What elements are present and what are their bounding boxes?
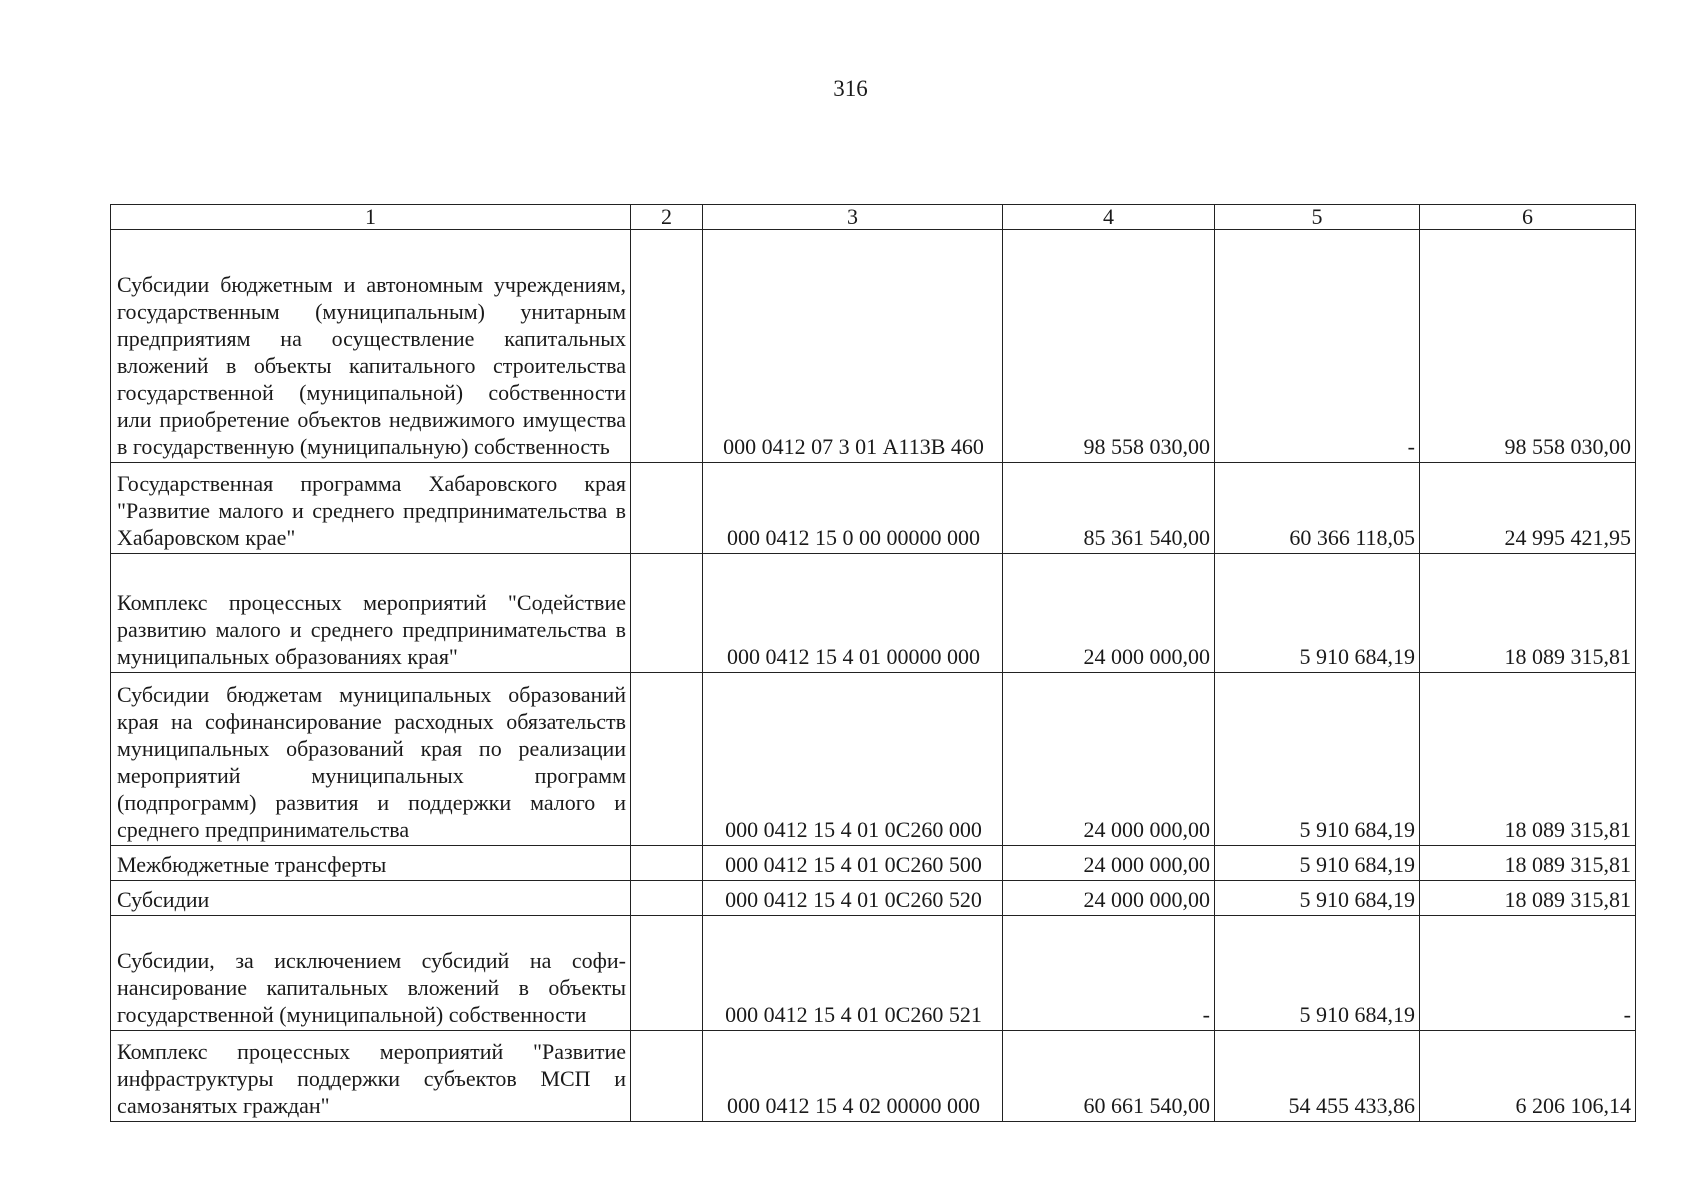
row-col2 [631, 554, 703, 673]
row-col2 [631, 673, 703, 846]
page-number: 316 [833, 76, 868, 101]
row-code: 000 0412 15 4 01 00000 000 [703, 554, 1003, 673]
row-col5: 60 366 118,05 [1215, 463, 1420, 554]
row-name: Государственная программа Хабаровского края "Развитие малого и среднего предпринимательства в Хабаровском крае" [111, 463, 631, 554]
header-col-1: 1 [111, 205, 631, 230]
row-col5: 5 910 684,19 [1215, 916, 1420, 1031]
row-name: Комплекс процессных мероприятий "Содействие развитию малого и среднего предпринимательства в муниципальных образованиях края" [111, 554, 631, 673]
row-col4: 24 000 000,00 [1003, 846, 1215, 881]
table-row [111, 673, 1636, 846]
row-code: 000 0412 07 3 01 А113В 460 [703, 230, 1003, 463]
row-col6: - [1420, 916, 1636, 1031]
row-col6: 98 558 030,00 [1420, 230, 1636, 463]
row-col4: 98 558 030,00 [1003, 230, 1215, 463]
table-row [111, 1031, 1636, 1122]
row-col4: - [1003, 916, 1215, 1031]
row-code: 000 0412 15 0 00 00000 000 [703, 463, 1003, 554]
row-col4: 24 000 000,00 [1003, 673, 1215, 846]
row-col6: 18 089 315,81 [1420, 846, 1636, 881]
row-col6: 18 089 315,81 [1420, 881, 1636, 916]
row-code: 000 0412 15 4 01 0С260 500 [703, 846, 1003, 881]
row-col6: 18 089 315,81 [1420, 554, 1636, 673]
table-row [111, 916, 1636, 1031]
row-col5: - [1215, 230, 1420, 463]
row-name: Субсидии [111, 881, 631, 916]
budget-table [110, 204, 1636, 1122]
row-col2 [631, 881, 703, 916]
row-name: Субсидии бюджетам муниципальных образований края на софинансирование расходных обязательств муниципальных образований края по реализации мероприятий муниципальных программ (подпрограмм) развития и поддержки малого и среднего предпринимательства [111, 673, 631, 846]
row-code: 000 0412 15 4 01 0С260 520 [703, 881, 1003, 916]
row-col5: 5 910 684,19 [1215, 673, 1420, 846]
row-col2 [631, 463, 703, 554]
header-col-4: 4 [1003, 205, 1215, 230]
row-col2 [631, 916, 703, 1031]
row-col2 [631, 846, 703, 881]
row-code: 000 0412 15 4 01 0С260 000 [703, 673, 1003, 846]
row-name: Субсидии бюджетным и автономным учреждениям, государственным (муниципальным) унитарным предприятиям на осуществление капитальных вложений в объекты капитального строительства государственной (муниципальной) собственности или приобретение объектов недвижимого имущества в государственную (муниципальную) собственность [111, 230, 631, 463]
table-row [111, 230, 1636, 463]
row-col4: 24 000 000,00 [1003, 881, 1215, 916]
row-col5: 5 910 684,19 [1215, 881, 1420, 916]
table-row [111, 881, 1636, 916]
table-row [111, 554, 1636, 673]
row-col4: 24 000 000,00 [1003, 554, 1215, 673]
header-col-3: 3 [703, 205, 1003, 230]
row-code: 000 0412 15 4 01 0С260 521 [703, 916, 1003, 1031]
header-col-5: 5 [1215, 205, 1420, 230]
row-name: Субсидии, за исключением субсидий на софинансирование капитальных вложений в объекты государственной (муниципальной) собственности [111, 916, 631, 1031]
row-col6: 18 089 315,81 [1420, 673, 1636, 846]
row-col5: 54 455 433,86 [1215, 1031, 1420, 1122]
row-col2 [631, 230, 703, 463]
header-col-2: 2 [631, 205, 703, 230]
row-name: Межбюджетные трансферты [111, 846, 631, 881]
table-row [111, 846, 1636, 881]
row-code: 000 0412 15 4 02 00000 000 [703, 1031, 1003, 1122]
header-col-6: 6 [1420, 205, 1636, 230]
row-col2 [631, 1031, 703, 1122]
row-col6: 24 995 421,95 [1420, 463, 1636, 554]
row-col5: 5 910 684,19 [1215, 554, 1420, 673]
row-col5: 5 910 684,19 [1215, 846, 1420, 881]
row-col4: 85 361 540,00 [1003, 463, 1215, 554]
header-row [111, 205, 1636, 230]
row-name: Комплекс процессных мероприятий "Развитие инфраструктуры поддержки субъектов МСП и самозанятых граждан" [111, 1031, 631, 1122]
table-row [111, 463, 1636, 554]
row-col4: 60 661 540,00 [1003, 1031, 1215, 1122]
row-col6: 6 206 106,14 [1420, 1031, 1636, 1122]
